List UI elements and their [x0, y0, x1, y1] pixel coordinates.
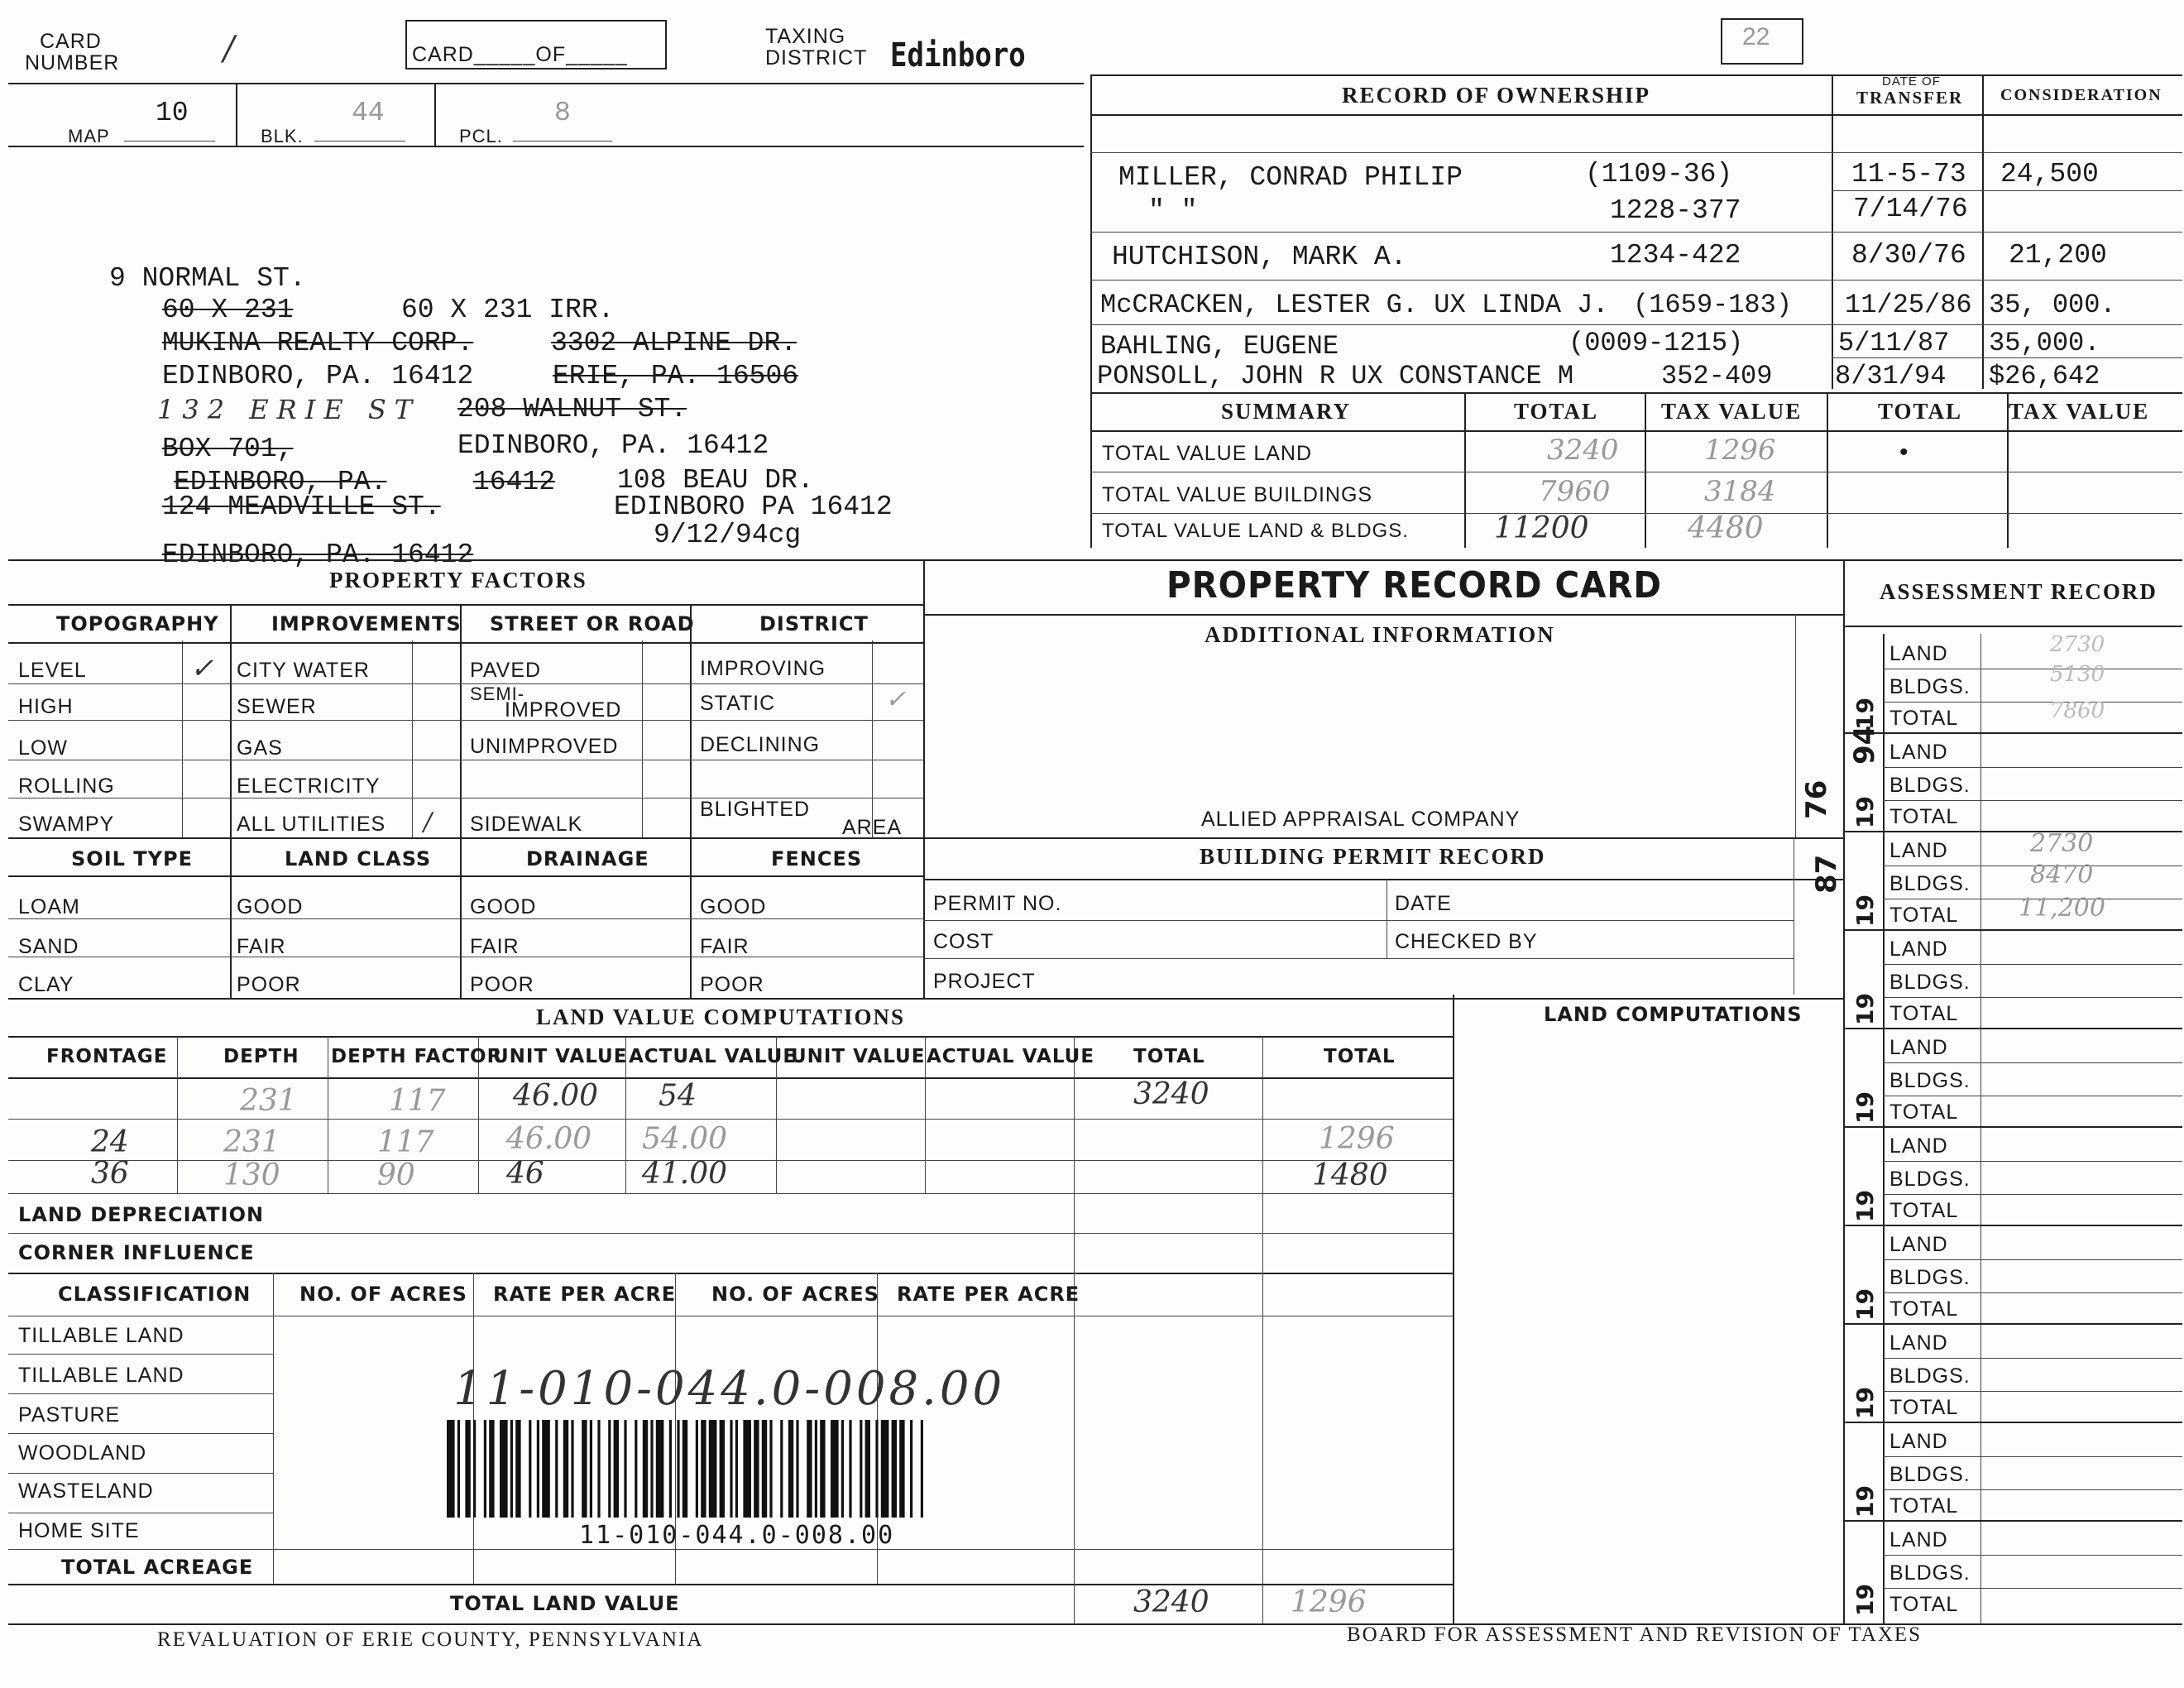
street-improved: IMPROVED	[505, 698, 622, 722]
owner-5-date: 5/11/87	[1838, 328, 1950, 358]
address-line-5-strike: 208 WALNUT ST.	[457, 394, 687, 424]
assessment-year-76: 76	[1800, 779, 1833, 819]
address-line-6: EDINBORO, PA. 16412	[457, 430, 769, 461]
address-line-4: EDINBORO, PA. 16412	[162, 361, 474, 391]
class-woodland: WOODLAND	[18, 1441, 147, 1465]
assess-bldgs-label: BLDGS.	[1889, 1364, 1971, 1388]
address-line-10-strike: EDINBORO, PA. 16412	[162, 539, 474, 570]
summary-land-label: TOTAL VALUE LAND	[1102, 442, 1313, 465]
assess-b-total: 11,200	[2019, 894, 2105, 923]
assess-b-bldgs: 8470	[2030, 861, 2094, 890]
row3-actual: 41.00	[642, 1157, 728, 1191]
header-unit-value-2: UNIT VALUE	[791, 1046, 926, 1067]
summary-total-label: TOTAL VALUE LAND & BLDGS.	[1102, 520, 1409, 542]
blk-value: 44	[352, 98, 385, 128]
assess-b-land: 2730	[2030, 829, 2094, 858]
row2-total2: 1296	[1319, 1122, 1395, 1156]
assess-bldgs-label: BLDGS.	[1889, 1266, 1971, 1289]
address-line-8-strike: 124 MEADVILLE ST.	[162, 492, 441, 522]
barcode-bar	[542, 1420, 550, 1518]
consideration-label: CONSIDERATION	[2000, 86, 2162, 104]
owner-4-date: 11/25/86	[1845, 290, 1972, 320]
assess-19-label: 19	[1851, 1485, 1879, 1518]
address-line-7-strike: EDINBORO, PA.	[174, 467, 387, 497]
summary-total-tax: 4480	[1688, 511, 1764, 545]
barcode-bar	[555, 1420, 558, 1518]
header-unit-value: UNIT VALUE	[493, 1046, 628, 1067]
header-actual-value-2: ACTUAL VALUE	[927, 1046, 1095, 1067]
assessment-year-87: 87	[1810, 854, 1843, 894]
assess-19-label: 19	[1851, 993, 1879, 1025]
barcode-bar	[892, 1420, 897, 1518]
owner-5-amount: 35,000.	[1989, 328, 2100, 358]
assess-bldgs-label: BLDGS.	[1889, 1168, 1971, 1191]
row2-frontage: 24	[91, 1125, 129, 1159]
assess-19-label: 19	[1851, 698, 1879, 730]
permit-record-title: BUILDING PERMIT RECORD	[1200, 844, 1546, 869]
address-line-7-strike-b: 16412	[473, 467, 556, 497]
assess-total-label: TOTAL	[1889, 904, 1959, 927]
classification-header: CLASSIFICATION	[58, 1283, 251, 1306]
topography-swampy: SWAMPY	[18, 813, 115, 836]
barcode-handwritten: 11-010-044.0-008.00	[453, 1362, 1006, 1416]
assess-total-label: TOTAL	[1889, 1002, 1959, 1025]
address-line-5-hand: 132 ERIE ST	[157, 394, 421, 425]
assess-19-label: 19	[1851, 1288, 1879, 1321]
address-line-2-strike: 60 X 231	[162, 295, 294, 325]
class-home-site: HOME SITE	[18, 1519, 140, 1542]
owner-5-ref: (0009-1215)	[1569, 328, 1744, 358]
owner-6-ref: 352-409	[1661, 361, 1773, 391]
header-depth: DEPTH	[223, 1046, 299, 1067]
header-frontage: FRONTAGE	[46, 1046, 168, 1067]
barcode-bar	[677, 1420, 679, 1518]
district-blighted: BLIGHTED	[700, 798, 811, 821]
improvements-header: IMPROVEMENTS	[271, 612, 462, 635]
date-of-label: DATE OF	[1882, 74, 1941, 89]
address-line-7: 108 BEAU DR.	[617, 465, 814, 496]
ownership-title: RECORD OF OWNERSHIP	[1342, 83, 1651, 108]
owner-3-name: HUTCHISON, MARK A.	[1112, 242, 1407, 272]
summary-land-total: 3240	[1547, 434, 1619, 467]
row3-depth: 130	[223, 1158, 280, 1192]
row1-total: 3240	[1133, 1077, 1209, 1111]
barcode-bar	[669, 1420, 672, 1518]
district-area: AREA	[842, 816, 903, 839]
barcode-bar	[614, 1420, 619, 1518]
owner-4-amount: 35, 000.	[1989, 290, 2116, 320]
barcode-bar	[881, 1420, 889, 1518]
taxing-label: TAXING	[765, 25, 846, 48]
transfer-label: TRANSFER	[1856, 88, 1964, 108]
assess-bldgs-label: BLDGS.	[1889, 1463, 1971, 1486]
district-static: STATIC	[700, 692, 776, 715]
address-line-9: 9/12/94cg	[654, 520, 802, 550]
permit-date-label: DATE	[1395, 892, 1452, 915]
row1-actual: 54	[659, 1079, 697, 1113]
topography-header: TOPOGRAPHY	[56, 612, 219, 635]
street-header: STREET OR ROAD	[490, 612, 695, 635]
improvements-gas: GAS	[237, 736, 283, 760]
assess-bldgs-label: BLDGS.	[1889, 675, 1971, 698]
barcode-bar	[563, 1420, 568, 1518]
class-pasture: PASTURE	[18, 1403, 121, 1427]
district-check: ✓	[885, 685, 907, 714]
drainage-fair: FAIR	[470, 935, 520, 958]
barcode-bar	[500, 1420, 508, 1518]
row2-depth: 231	[223, 1125, 280, 1159]
barcode-bar	[515, 1420, 520, 1518]
rate-acre-header-2: RATE PER ACRE	[897, 1283, 1080, 1306]
fences-header: FENCES	[771, 847, 863, 870]
row3-total2: 1480	[1312, 1158, 1388, 1192]
property-record-card-title: PROPERTY RECORD CARD	[1166, 564, 1662, 607]
owner-1-amount: 24,500	[2000, 159, 2099, 189]
assess-total-label: TOTAL	[1889, 707, 1959, 730]
pcl-value: 8	[554, 98, 571, 128]
barcode-bar	[624, 1420, 626, 1518]
address-line-3-strike-b: 3302 ALPINE DR.	[551, 328, 797, 358]
drainage-good: GOOD	[470, 895, 537, 918]
assess-bldgs-label: BLDGS.	[1889, 1069, 1971, 1092]
assess-a-bldgs: 5130	[2050, 662, 2105, 687]
barcode-bar	[807, 1420, 812, 1518]
no-acres-header: NO. OF ACRES	[299, 1283, 467, 1306]
district-header: DISTRICT	[759, 612, 869, 635]
land-class-fair: FAIR	[237, 935, 286, 958]
class-wasteland: WASTELAND	[18, 1479, 154, 1503]
permit-no-label: PERMIT NO.	[933, 892, 1062, 915]
barcode-bar	[743, 1420, 751, 1518]
land-depreciation-label: LAND DEPRECIATION	[18, 1203, 265, 1226]
top-right-box-value: 22	[1742, 23, 1770, 50]
barcode-bar	[849, 1420, 851, 1518]
assess-bldgs-label: BLDGS.	[1889, 774, 1971, 797]
improvements-check: /	[424, 808, 433, 837]
total-acreage-label: TOTAL ACREAGE	[61, 1556, 254, 1579]
barcode-bar	[473, 1420, 476, 1518]
assess-land-label: LAND	[1889, 741, 1948, 764]
card-of-label: CARD_____OF_____	[412, 43, 628, 66]
permit-project-label: PROJECT	[933, 970, 1036, 993]
summary-mark: •	[1899, 439, 1909, 466]
street-semi: SEMI-	[470, 683, 525, 704]
assess-land-label: LAND	[1889, 839, 1948, 862]
barcode-bar	[735, 1420, 738, 1518]
barcode-bar	[465, 1420, 470, 1518]
owner-6-date: 8/31/94	[1835, 361, 1947, 391]
topography-rolling: ROLLING	[18, 774, 115, 798]
improvements-sewer: SEWER	[237, 695, 317, 718]
assess-19-label: 19	[1851, 796, 1879, 828]
owner-6-name: PONSOLL, JOHN R UX CONSTANCE M	[1097, 361, 1574, 391]
assess-total-label: TOTAL	[1889, 1297, 1959, 1321]
barcode-bar	[590, 1420, 592, 1518]
card-number-label: CARD	[40, 30, 102, 53]
footer-left: REVALUATION OF ERIE COUNTY, PENNSYLVANIA	[157, 1628, 704, 1651]
barcode-bar	[608, 1420, 611, 1518]
assess-19-label: 19	[1851, 1091, 1879, 1124]
barcode-bar	[720, 1420, 725, 1518]
barcode-bar	[696, 1420, 698, 1518]
header-total-2: TOTAL	[1324, 1046, 1396, 1067]
row2-actual: 54.00	[642, 1122, 728, 1156]
owner-3-date: 8/30/76	[1851, 240, 1966, 271]
owner-4-name: McCRACKEN, LESTER G. UX LINDA J.	[1100, 290, 1609, 320]
barcode-image	[447, 1420, 1100, 1518]
card-number-value: /	[223, 30, 235, 68]
barcode-bar	[860, 1420, 862, 1518]
barcode-bar	[796, 1420, 798, 1518]
header-actual-value: ACTUAL VALUE	[629, 1046, 797, 1067]
owner-4-ref: (1659-183)	[1633, 290, 1793, 320]
assess-bldgs-label: BLDGS.	[1889, 1561, 1971, 1585]
row1-depth: 231	[240, 1084, 297, 1118]
barcode-printed: 11-010-044.0-008.00	[579, 1521, 895, 1550]
barcode-bar	[780, 1420, 783, 1518]
card-number-label-2: NUMBER	[25, 51, 120, 74]
district-declining: DECLINING	[700, 733, 821, 756]
barcode-bar	[537, 1420, 539, 1518]
taxing-label-2: DISTRICT	[765, 46, 868, 70]
barcode-bar	[650, 1420, 653, 1518]
barcode-bar	[656, 1420, 664, 1518]
owner-2-date: 7/14/76	[1853, 194, 1968, 224]
total-land-value-amount-2: 1296	[1291, 1585, 1367, 1619]
row2-unit: 46.00	[506, 1122, 592, 1156]
assess-bldgs-label: BLDGS.	[1889, 872, 1971, 895]
land-class-poor: POOR	[237, 973, 301, 996]
barcode-bar	[899, 1420, 904, 1518]
owner-6-amount: $26,642	[1989, 361, 2100, 391]
barcode-bar	[643, 1420, 648, 1518]
row1-factor: 117	[389, 1084, 446, 1118]
owner-2-name: " "	[1148, 195, 1198, 226]
address-line-3-strike: MUKINA REALTY CORP.	[162, 328, 474, 358]
drainage-poor: POOR	[470, 973, 534, 996]
barcode-bar	[910, 1420, 912, 1518]
rate-acre-header: RATE PER ACRE	[493, 1283, 677, 1306]
barcode-bar	[635, 1420, 637, 1518]
assess-19-label: 19	[1851, 894, 1879, 927]
barcode-bar	[510, 1420, 513, 1518]
land-class-good: GOOD	[237, 895, 304, 918]
improvements-water: CITY WATER	[237, 659, 370, 682]
assess-total-label: TOTAL	[1889, 1101, 1959, 1124]
total-land-value-label: TOTAL LAND VALUE	[450, 1592, 680, 1615]
owner-1-name: MILLER, CONRAD PHILIP	[1118, 162, 1463, 193]
property-factors-title: PROPERTY FACTORS	[329, 568, 587, 592]
barcode-bar	[815, 1420, 817, 1518]
street-sidewalk: SIDEWALK	[470, 813, 583, 836]
address-line-6-strike: BOX 701,	[162, 434, 294, 464]
barcode-bar	[701, 1420, 706, 1518]
assess-land-label: LAND	[1889, 1233, 1948, 1256]
improvements-electricity: ELECTRICITY	[237, 774, 381, 798]
footer-right: BOARD FOR ASSESSMENT AND REVISION OF TAXES	[1347, 1623, 1923, 1646]
barcode-bar	[447, 1420, 455, 1518]
blk-label: BLK.	[261, 126, 304, 146]
map-value: 10	[156, 98, 189, 128]
row2-factor: 117	[377, 1125, 434, 1159]
barcode-bar	[730, 1420, 732, 1518]
class-tillable-2: TILLABLE LAND	[18, 1364, 184, 1387]
assess-19-label: 19	[1851, 1190, 1879, 1222]
row1-unit: 46.00	[513, 1079, 599, 1113]
barcode-bar	[484, 1420, 486, 1518]
summary-total-total: 11200	[1494, 511, 1589, 545]
owner-3-ref: 1234-422	[1610, 240, 1741, 271]
map-label: MAP	[68, 126, 110, 146]
corner-influence-label: CORNER INFLUENCE	[18, 1241, 255, 1264]
barcode-bar	[788, 1420, 793, 1518]
soil-header: SOIL TYPE	[71, 847, 193, 870]
assessment-year-94: 94	[1848, 725, 1881, 765]
assess-19-label: 19	[1851, 1387, 1879, 1419]
allied-appraisal: ALLIED APPRAISAL COMPANY	[1201, 808, 1521, 831]
assess-total-label: TOTAL	[1889, 1199, 1959, 1222]
assess-land-label: LAND	[1889, 642, 1948, 665]
permit-cost-label: COST	[933, 930, 994, 953]
land-computations-title: LAND COMPUTATIONS	[1544, 1003, 1803, 1026]
soil-clay: CLAY	[18, 973, 74, 996]
land-class-header: LAND CLASS	[285, 847, 432, 870]
assess-total-label: TOTAL	[1889, 1396, 1959, 1419]
fences-poor: POOR	[700, 973, 764, 996]
topography-high: HIGH	[18, 695, 74, 718]
additional-info-title: ADDITIONAL INFORMATION	[1205, 622, 1555, 647]
topography-check: ✓	[190, 652, 214, 685]
summary-buildings-label: TOTAL VALUE BUILDINGS	[1102, 483, 1373, 506]
assess-bldgs-label: BLDGS.	[1889, 971, 1971, 994]
assess-a-total: 7860	[2050, 698, 2105, 723]
barcode-bar	[762, 1420, 767, 1518]
summary-buildings-tax: 3184	[1704, 475, 1776, 508]
assess-total-label: TOTAL	[1889, 1593, 1959, 1616]
address-line-2: 60 X 231 IRR.	[401, 295, 615, 325]
land-value-title: LAND VALUE COMPUTATIONS	[536, 1005, 906, 1029]
owner-2-ref: 1228-377	[1610, 195, 1741, 226]
street-unimproved: UNIMPROVED	[470, 735, 619, 758]
row3-frontage: 36	[91, 1157, 129, 1191]
barcode-bar	[831, 1420, 839, 1518]
assess-land-label: LAND	[1889, 1134, 1948, 1158]
barcode-bar	[921, 1420, 923, 1518]
pcl-label: PCL.	[459, 126, 503, 146]
row3-unit: 46	[506, 1157, 544, 1191]
taxing-district-value: Edinboro	[890, 36, 1026, 74]
topography-level: LEVEL	[18, 659, 87, 682]
address-line-1: 9 NORMAL ST.	[109, 263, 306, 294]
barcode-bar	[457, 1420, 460, 1518]
row3-factor: 90	[377, 1158, 415, 1192]
drainage-header: DRAINAGE	[526, 847, 649, 870]
address-line-8: EDINBORO PA 16412	[614, 492, 893, 522]
barcode-bar	[709, 1420, 717, 1518]
barcode-bar	[875, 1420, 878, 1518]
summary-tax-header-2: TAX VALUE	[2009, 399, 2150, 424]
summary-land-tax: 1296	[1704, 434, 1776, 467]
assess-a-land: 2730	[2050, 632, 2105, 657]
summary-tax-header: TAX VALUE	[1661, 399, 1803, 424]
barcode-bar	[597, 1420, 600, 1518]
improvements-all-utilities: ALL UTILITIES	[237, 813, 386, 836]
owner-5-name: BAHLING, EUGENE	[1100, 331, 1339, 362]
header-depth-factor: DEPTH FACTOR	[331, 1046, 503, 1067]
total-land-value-amount: 3240	[1133, 1585, 1209, 1619]
assess-land-label: LAND	[1889, 938, 1948, 961]
assess-total-label: TOTAL	[1889, 805, 1959, 828]
barcode-bar	[571, 1420, 573, 1518]
soil-loam: LOAM	[18, 895, 80, 918]
no-acres-header-2: NO. OF ACRES	[711, 1283, 879, 1306]
header-total: TOTAL	[1133, 1046, 1205, 1067]
assess-land-label: LAND	[1889, 1331, 1948, 1355]
barcode-bar	[820, 1420, 825, 1518]
topography-low: LOW	[18, 736, 68, 760]
assess-total-label: TOTAL	[1889, 1494, 1959, 1518]
barcode-bar	[682, 1420, 687, 1518]
assess-land-label: LAND	[1889, 1036, 1948, 1059]
barcode-bar	[754, 1420, 759, 1518]
owner-1-date: 11-5-73	[1851, 159, 1966, 189]
assess-19-label: 19	[1851, 1584, 1879, 1616]
summary-title: SUMMARY	[1221, 399, 1352, 424]
owner-3-amount: 21,200	[2009, 240, 2107, 271]
summary-total-header-2: TOTAL	[1878, 399, 1963, 424]
assess-land-label: LAND	[1889, 1430, 1948, 1453]
fences-fair: FAIR	[700, 935, 750, 958]
soil-sand: SAND	[18, 935, 79, 958]
barcode-bar	[582, 1420, 587, 1518]
assess-land-label: LAND	[1889, 1528, 1948, 1551]
street-paved: PAVED	[470, 659, 542, 682]
district-improving: IMPROVING	[700, 657, 826, 680]
permit-checked-label: CHECKED BY	[1395, 930, 1538, 953]
address-line-4-strike: ERIE, PA. 16506	[553, 361, 799, 391]
barcode-bar	[529, 1420, 531, 1518]
barcode-bar	[865, 1420, 870, 1518]
assessment-title: ASSESSMENT RECORD	[1880, 579, 2158, 604]
owner-1-ref: (1109-36)	[1585, 159, 1733, 189]
summary-buildings-total: 7960	[1539, 475, 1611, 508]
barcode-bar	[769, 1420, 772, 1518]
barcode-bar	[841, 1420, 844, 1518]
summary-total-header: TOTAL	[1514, 399, 1599, 424]
class-tillable-1: TILLABLE LAND	[18, 1324, 184, 1347]
fences-good: GOOD	[700, 895, 767, 918]
barcode-bar	[489, 1420, 494, 1518]
